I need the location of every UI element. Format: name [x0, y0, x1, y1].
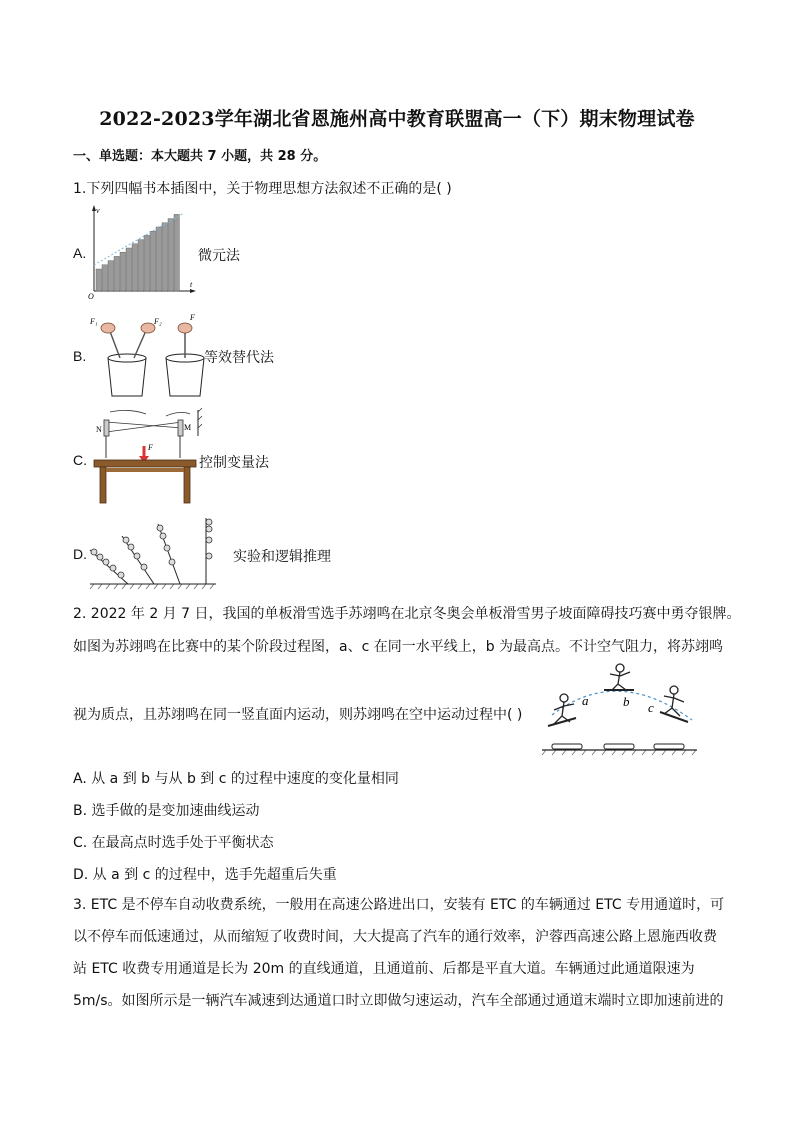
q1-figure-a: [86, 203, 196, 301]
velocity-bar: [120, 252, 125, 291]
question-1-stem: 1.下列四幅书本插图中，关于物理思想方法叙述不正确的是( ): [73, 181, 452, 197]
q1-option-c-letter: C.: [73, 452, 87, 468]
question-2-line-3: 视为质点，且苏翊鸣在同一竖直面内运动，则苏翊鸣在空中运动过程中( ): [73, 707, 523, 723]
question-3-line-2: 以不停车而低速通过，从而缩短了收费时间，大大提高了汽车的通行效率，沪蓉西高速公路上恩施西收费: [73, 929, 717, 945]
velocity-bar: [150, 231, 155, 291]
press-force-label: F: [148, 443, 153, 452]
velocity-bar: [162, 223, 167, 291]
velocity-bar: [156, 227, 161, 291]
velocity-bar: [126, 248, 131, 291]
question-3-line-4: 5m/s。如图所示是一辆汽车减速到达通道口时立即做匀速运动，汽车全部通过通道末端时立即加速前进的: [73, 993, 724, 1009]
velocity-bar: [108, 261, 113, 291]
question-3-line-3: 站 ETC 收费专用通道是长为 20m 的直线通道，且通道前、后都是平直大道。车辆通过此通道限速为: [73, 961, 695, 977]
force-f-label: F: [190, 313, 195, 322]
q2-option-c: C. 在最高点时选手处于平衡状态: [73, 835, 274, 851]
question-3-line-1: 3. ETC 是不停车自动收费系统，一般用在高速公路进出口，安装有 ETC 的车辆通过 ETC 专用通道时，可: [73, 897, 725, 913]
q1-figure-c: [90, 406, 208, 506]
q1-figure-b: [88, 312, 213, 400]
page-title: 2022-2023学年湖北省恩施州高中教育联盟高一（下）期末物理试卷: [99, 108, 695, 130]
force-f2-label: F₂: [154, 317, 162, 326]
axis-t-label: t: [190, 280, 193, 289]
q1-option-c-caption: 控制变量法: [199, 455, 269, 471]
velocity-bar: [102, 265, 107, 291]
q1-option-b-letter: B.: [73, 348, 87, 364]
mirror-n-label: N: [96, 425, 102, 434]
q1-option-a-letter: A.: [73, 245, 87, 261]
velocity-bar: [168, 219, 173, 291]
q2-snowboarder-figure: [532, 660, 702, 760]
axis-v-label: v: [96, 206, 100, 215]
velocity-bar: [132, 244, 137, 291]
q1-option-d-caption: 实验和逻辑推理: [233, 549, 331, 565]
point-b-label: b: [623, 694, 630, 709]
q2-option-d: D. 从 a 到 c 的过程中，选手先超重后失重: [73, 867, 337, 883]
q1-option-b-caption: 等效替代法: [204, 350, 274, 366]
q1-figure-d: [88, 516, 218, 590]
origin-label: O: [88, 292, 94, 301]
q1-option-a-caption: 微元法: [198, 248, 240, 264]
force-f1-label: F₁: [90, 317, 98, 326]
velocity-bar: [138, 240, 143, 291]
question-2-line-1: 2. 2022 年 2 月 7 日，我国的单板滑雪选手苏翊鸣在北京冬奥会单板滑雪男子坡面障碍技巧赛中勇夺银牌。: [73, 606, 741, 622]
question-2-line-2: 如图为苏翊鸣在比赛中的某个阶段过程图，a、c 在同一水平线上，b 为最高点。不计空气阻力，将苏翊鸣: [73, 639, 724, 655]
point-a-label: a: [582, 693, 589, 708]
velocity-bar: [144, 235, 149, 291]
velocity-bar: [96, 269, 101, 291]
velocity-bars: [96, 214, 179, 291]
velocity-bar: [174, 214, 179, 291]
velocity-bar: [114, 256, 119, 291]
q1-option-d-letter: D.: [73, 546, 87, 562]
mirror-m-label: M: [184, 423, 192, 432]
section-heading: 一、单选题：本大题共 7 小题，共 28 分。: [73, 149, 327, 164]
q2-option-b: B. 选手做的是变加速曲线运动: [73, 803, 260, 819]
point-c-label: c: [648, 700, 654, 715]
q2-option-a: A. 从 a 到 b 与从 b 到 c 的过程中速度的变化量相同: [73, 771, 399, 787]
